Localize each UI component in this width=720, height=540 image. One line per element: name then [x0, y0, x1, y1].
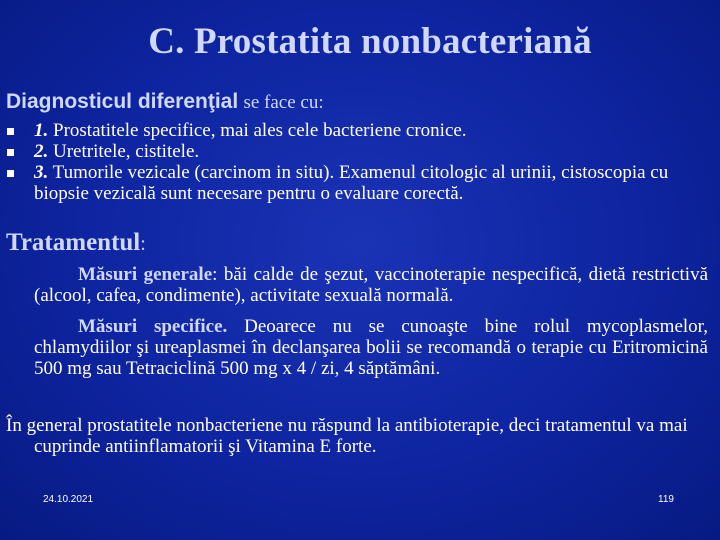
item-text: Tumorile vezicale (carcinom in situ). Examenul citologic al urinii, cistoscopia cu biopsie vezicală sunt necesare pentru o evaluare corectă.: [34, 162, 669, 204]
general-measures-lead: Măsuri generale: [78, 264, 213, 285]
specific-measures-text: Deoarece nu se cunoaşte bine rolul mycoplasmelor, chlamydiilor şi ureaplasmei în declanşarea bolii se recomandă o terapie cu Eritromicină 500 mg sau Tetraciclină 500 mg x 4 / zi, 4 săptămâni.: [34, 316, 708, 379]
specific-measures-paragraph: [34, 316, 708, 379]
diagnostic-heading: [6, 89, 324, 114]
footer-date: 24.10.2021: [43, 494, 94, 505]
diagnostic-heading-label: Diagnosticul diferenţial: [6, 90, 239, 113]
square-bullet-icon: [7, 128, 14, 135]
diagnostic-list: [0, 120, 716, 204]
diagnostic-heading-suffix: se face cu:: [243, 92, 324, 113]
treatment-heading-colon: :: [140, 233, 146, 255]
item-text: Uretritele, cistitele.: [48, 141, 200, 162]
list-item: [0, 120, 716, 141]
item-text: Prostatitele specifice, mai ales cele bacteriene cronice.: [48, 120, 467, 141]
footer-page-number: 119: [658, 494, 674, 505]
slide-title: C. Prostatita nonbacteriană: [148, 21, 592, 62]
treatment-heading-label: Tratamentul: [6, 229, 141, 256]
item-number: 3.: [34, 162, 49, 183]
item-number: 1.: [34, 120, 49, 141]
square-bullet-icon: [7, 149, 14, 156]
square-bullet-icon: [7, 170, 14, 177]
specific-measures-lead: Măsuri specifice.: [78, 316, 228, 337]
general-measures-paragraph: [34, 264, 708, 306]
list-item: [0, 162, 716, 204]
general-measures-text: : băi calde de şezut, vaccinoterapie nespecifică, dietă restrictivă (alcool, cafea, condimente), activitate sexuală normală.: [34, 264, 708, 306]
list-item: [0, 141, 716, 162]
conclusion-paragraph: În general prostatitele nonbacteriene nu răspund la antibioterapie, deci tratamentul va mai cuprinde antiinflamatorii şi Vitamina E forte.: [6, 415, 688, 457]
item-number: 2.: [34, 141, 49, 162]
treatment-heading: [6, 229, 146, 257]
